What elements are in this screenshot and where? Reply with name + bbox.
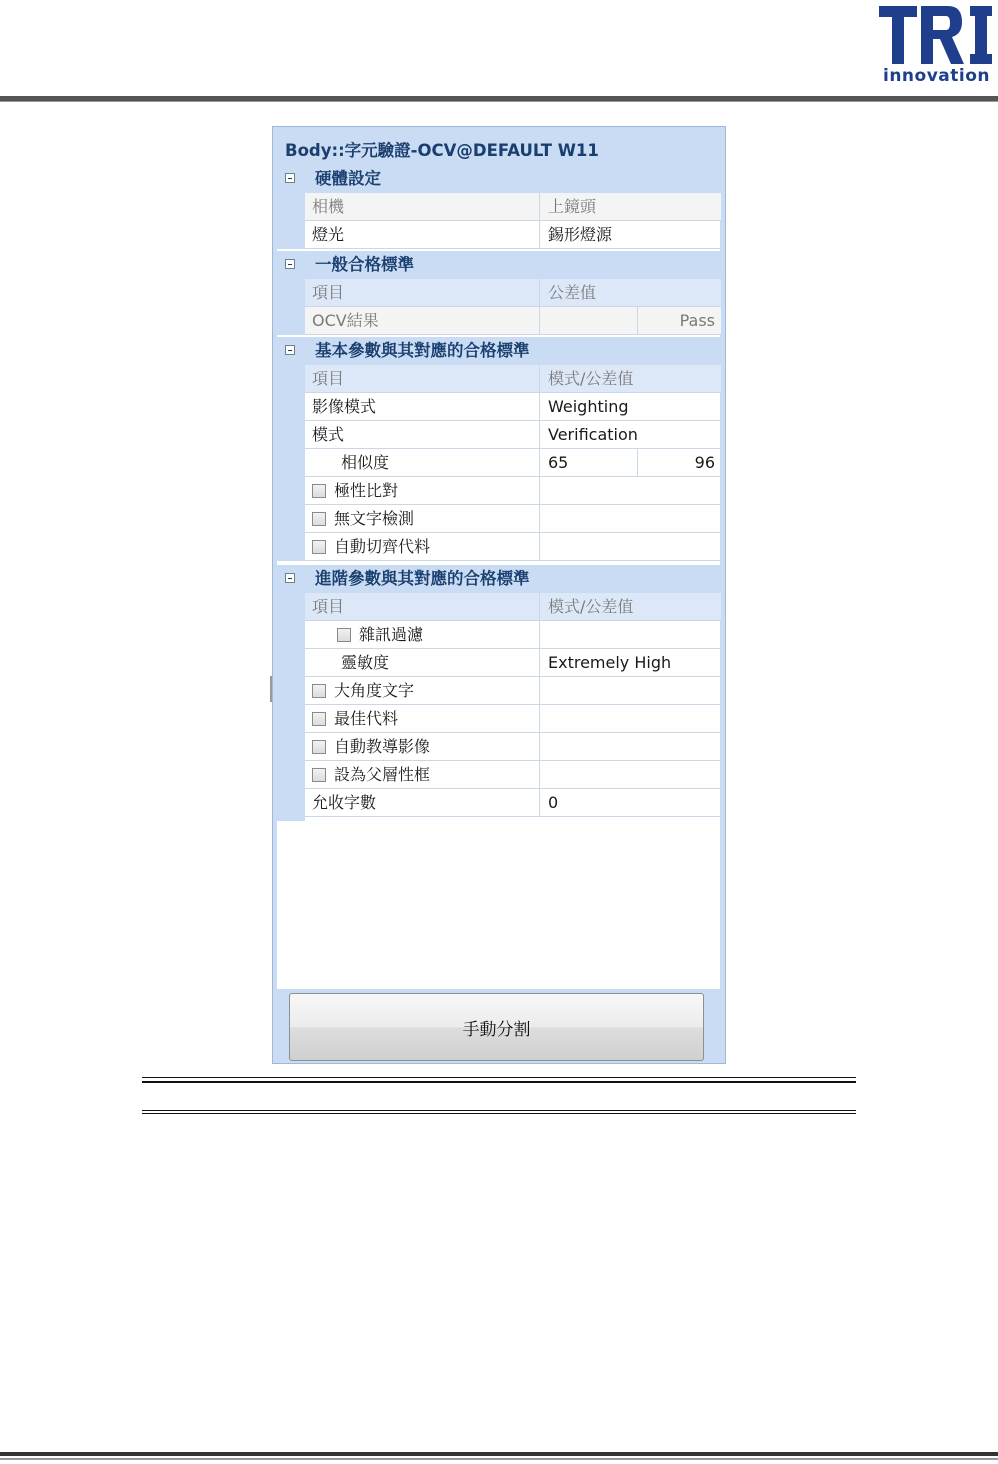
row-name: 相似度 [305, 449, 540, 477]
divider [142, 1077, 856, 1078]
divider [142, 1113, 856, 1114]
row-value [540, 733, 721, 761]
row-name: 自動教導影像 [334, 737, 431, 756]
row-name: 雜訊過濾 [359, 625, 424, 644]
section-label: 進階參數與其對應的合格標準 [315, 569, 530, 588]
table-row[interactable] [305, 733, 721, 761]
table-row[interactable] [305, 761, 721, 789]
checkbox[interactable] [312, 740, 326, 754]
column-header: 項目 [305, 593, 540, 621]
table-header-row [305, 365, 721, 393]
section-label: 一般合格標準 [315, 255, 414, 274]
similarity-min-input[interactable]: 65 [540, 449, 638, 477]
row-value [540, 677, 721, 705]
table-row[interactable] [305, 649, 721, 677]
row-name: 設為父層性框 [334, 765, 431, 784]
checkbox[interactable] [312, 712, 326, 726]
table-row[interactable] [305, 421, 721, 449]
checkbox[interactable] [312, 768, 326, 782]
accepted-char-count-input[interactable]: 0 [548, 793, 559, 812]
row-value-a [540, 307, 638, 335]
row-name: 自動切齊代料 [334, 537, 431, 556]
image-mode-select[interactable]: Weighting [548, 397, 629, 416]
column-header: 模式/公差值 [548, 369, 634, 388]
table-row[interactable] [305, 533, 721, 561]
table-header-row [305, 593, 721, 621]
row-value [540, 621, 721, 649]
column-header: 項目 [305, 365, 540, 393]
table-row[interactable] [305, 393, 721, 421]
collapse-icon[interactable] [285, 173, 295, 183]
header-rule [0, 96, 998, 102]
section-general-criteria[interactable] [277, 251, 721, 279]
row-name: 燈光 [305, 221, 540, 249]
sensitivity-select[interactable]: Extremely High [548, 653, 672, 672]
table-row[interactable] [305, 221, 721, 249]
column-header: 公差值 [548, 283, 597, 302]
row-name: 靈敏度 [305, 649, 540, 677]
checkbox[interactable] [312, 540, 326, 554]
row-name: 極性比對 [334, 481, 399, 500]
row-name: 影像模式 [305, 393, 540, 421]
row-value [540, 477, 721, 505]
logo-wordmark: innovation [883, 66, 990, 86]
divider [142, 1081, 856, 1083]
section-hardware[interactable] [277, 165, 721, 193]
row-name: 允收字數 [305, 789, 540, 817]
divider [142, 1110, 856, 1111]
row-name: 模式 [305, 421, 540, 449]
table-row [305, 193, 721, 221]
light-source-select[interactable]: 錫形燈源 [548, 225, 613, 244]
ocv-property-panel [272, 126, 726, 1064]
table-row[interactable] [305, 789, 721, 817]
row-value-b: Pass [679, 311, 715, 330]
checkbox[interactable] [312, 512, 326, 526]
manual-split-button[interactable]: 手動分割 [289, 993, 704, 1061]
table-row[interactable] [305, 705, 721, 733]
section-advanced-params[interactable] [277, 565, 721, 593]
row-value [540, 505, 721, 533]
table-row[interactable] [305, 477, 721, 505]
row-value [540, 761, 721, 789]
panel-title: Body::字元驗證-OCV@DEFAULT W11 [277, 133, 721, 171]
collapse-icon[interactable] [285, 259, 295, 269]
row-name: 最佳代料 [334, 709, 399, 728]
similarity-max-input[interactable]: 96 [694, 453, 715, 472]
footer-rule [0, 1458, 998, 1460]
collapse-icon[interactable] [285, 345, 295, 355]
section-basic-params[interactable] [277, 337, 721, 365]
checkbox[interactable] [337, 628, 351, 642]
section-label: 硬體設定 [315, 169, 381, 188]
column-header: 模式/公差值 [548, 597, 634, 616]
table-row[interactable] [305, 621, 721, 649]
row-name: 大角度文字 [334, 681, 415, 700]
row-value: 上鏡頭 [548, 197, 597, 216]
mode-select[interactable]: Verification [548, 425, 638, 444]
row-value [540, 533, 721, 561]
table-row[interactable] [305, 449, 721, 477]
column-header: 項目 [305, 279, 540, 307]
collapse-icon[interactable] [285, 573, 295, 583]
checkbox[interactable] [312, 484, 326, 498]
table-row [305, 307, 721, 335]
row-name: 無文字檢測 [334, 509, 415, 528]
table-row[interactable] [305, 505, 721, 533]
section-label: 基本參數與其對應的合格標準 [315, 341, 530, 360]
table-row[interactable] [305, 677, 721, 705]
footer-rule [0, 1452, 998, 1456]
checkbox[interactable] [312, 684, 326, 698]
table-header-row [305, 279, 721, 307]
row-name: OCV結果 [305, 307, 540, 335]
row-value [540, 705, 721, 733]
row-name: 相機 [305, 193, 540, 221]
